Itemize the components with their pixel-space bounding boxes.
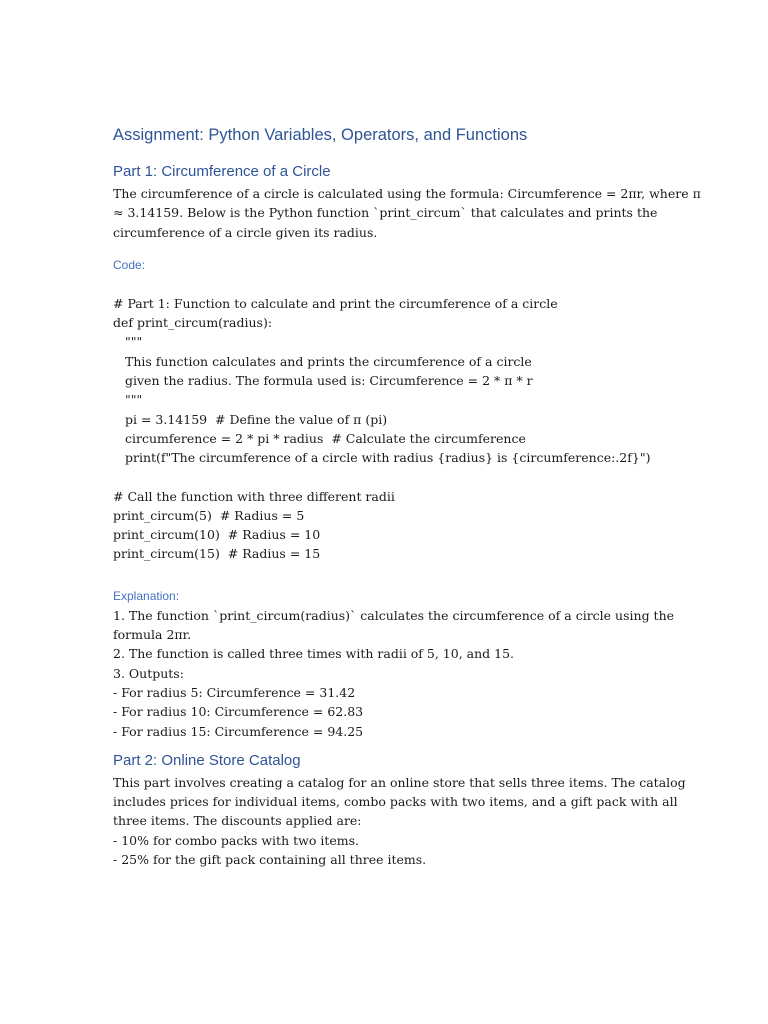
- code-label: Code:: [113, 257, 146, 272]
- part2-line: includes prices for individual items, combo packs with two items, and a gift pack with all: [113, 794, 678, 810]
- document-title: Assignment: Python Variables, Operators, and Functions: [113, 126, 528, 144]
- intro-line: ≈ 3.14159. Below is the Python function `print_circum` that calculates and prints the: [113, 205, 658, 221]
- call-line: print_circum(10) # Radius = 10: [113, 527, 321, 543]
- intro-line: The circumference of a circle is calculated using the formula: Circumference = 2πr, where π: [113, 186, 701, 201]
- part2-body: [113, 773, 686, 869]
- code-line: pi = 3.14159 # Define the value of π (pi): [125, 411, 388, 427]
- call-line: print_circum(5) # Radius = 5: [113, 507, 305, 523]
- explanation-line: - For radius 10: Circumference = 62.83: [113, 704, 364, 720]
- part2-line: - 25% for the gift pack containing all three items.: [113, 852, 427, 868]
- part2-line: - 10% for combo packs with two items.: [113, 832, 359, 848]
- code-line: # Part 1: Function to calculate and print the circumference of a circle: [113, 295, 558, 311]
- code-line: def print_circum(radius):: [113, 315, 273, 331]
- call-block: [113, 487, 658, 564]
- explanation-line: 2. The function is called three times with radii of 5, 10, and 15.: [113, 646, 515, 662]
- code-line: print(f"The circumference of a circle with radius {radius} is {circumference:.2f}"): [125, 450, 651, 466]
- call-line: print_circum(15) # Radius = 15: [113, 546, 321, 562]
- code-line: This function calculates and prints the circumference of a circle: [125, 353, 532, 369]
- part2-line: This part involves creating a catalog for an online store that sells three items. The catalog: [113, 774, 686, 790]
- part2-heading: Part 2: Online Store Catalog: [113, 751, 301, 769]
- code-line: """: [125, 392, 143, 408]
- code-line: given the radius. The formula used is: Circumference = 2 * π * r: [125, 373, 533, 389]
- code-block: [113, 294, 658, 468]
- explanation-label: Explanation:: [113, 588, 180, 603]
- explanation-line: formula 2πr.: [113, 627, 192, 643]
- call-line: # Call the function with three different radii: [113, 488, 395, 504]
- code-line: """: [125, 334, 143, 350]
- code-line: circumference = 2 * pi * radius # Calculate the circumference: [125, 430, 526, 446]
- explanation-block: [113, 606, 675, 741]
- part1-intro: [113, 184, 701, 242]
- explanation-line: 3. Outputs:: [113, 665, 184, 681]
- explanation-line: 1. The function `print_circum(radius)` calculates the circumference of a circle using the: [113, 607, 675, 623]
- intro-line: circumference of a circle given its radius.: [113, 224, 378, 240]
- part1-heading: Part 1: Circumference of a Circle: [113, 163, 331, 180]
- part2-line: three items. The discounts applied are:: [113, 813, 362, 829]
- document-body: [113, 124, 701, 869]
- explanation-line: - For radius 15: Circumference = 94.25: [113, 723, 364, 739]
- explanation-line: - For radius 5: Circumference = 31.42: [113, 684, 356, 700]
